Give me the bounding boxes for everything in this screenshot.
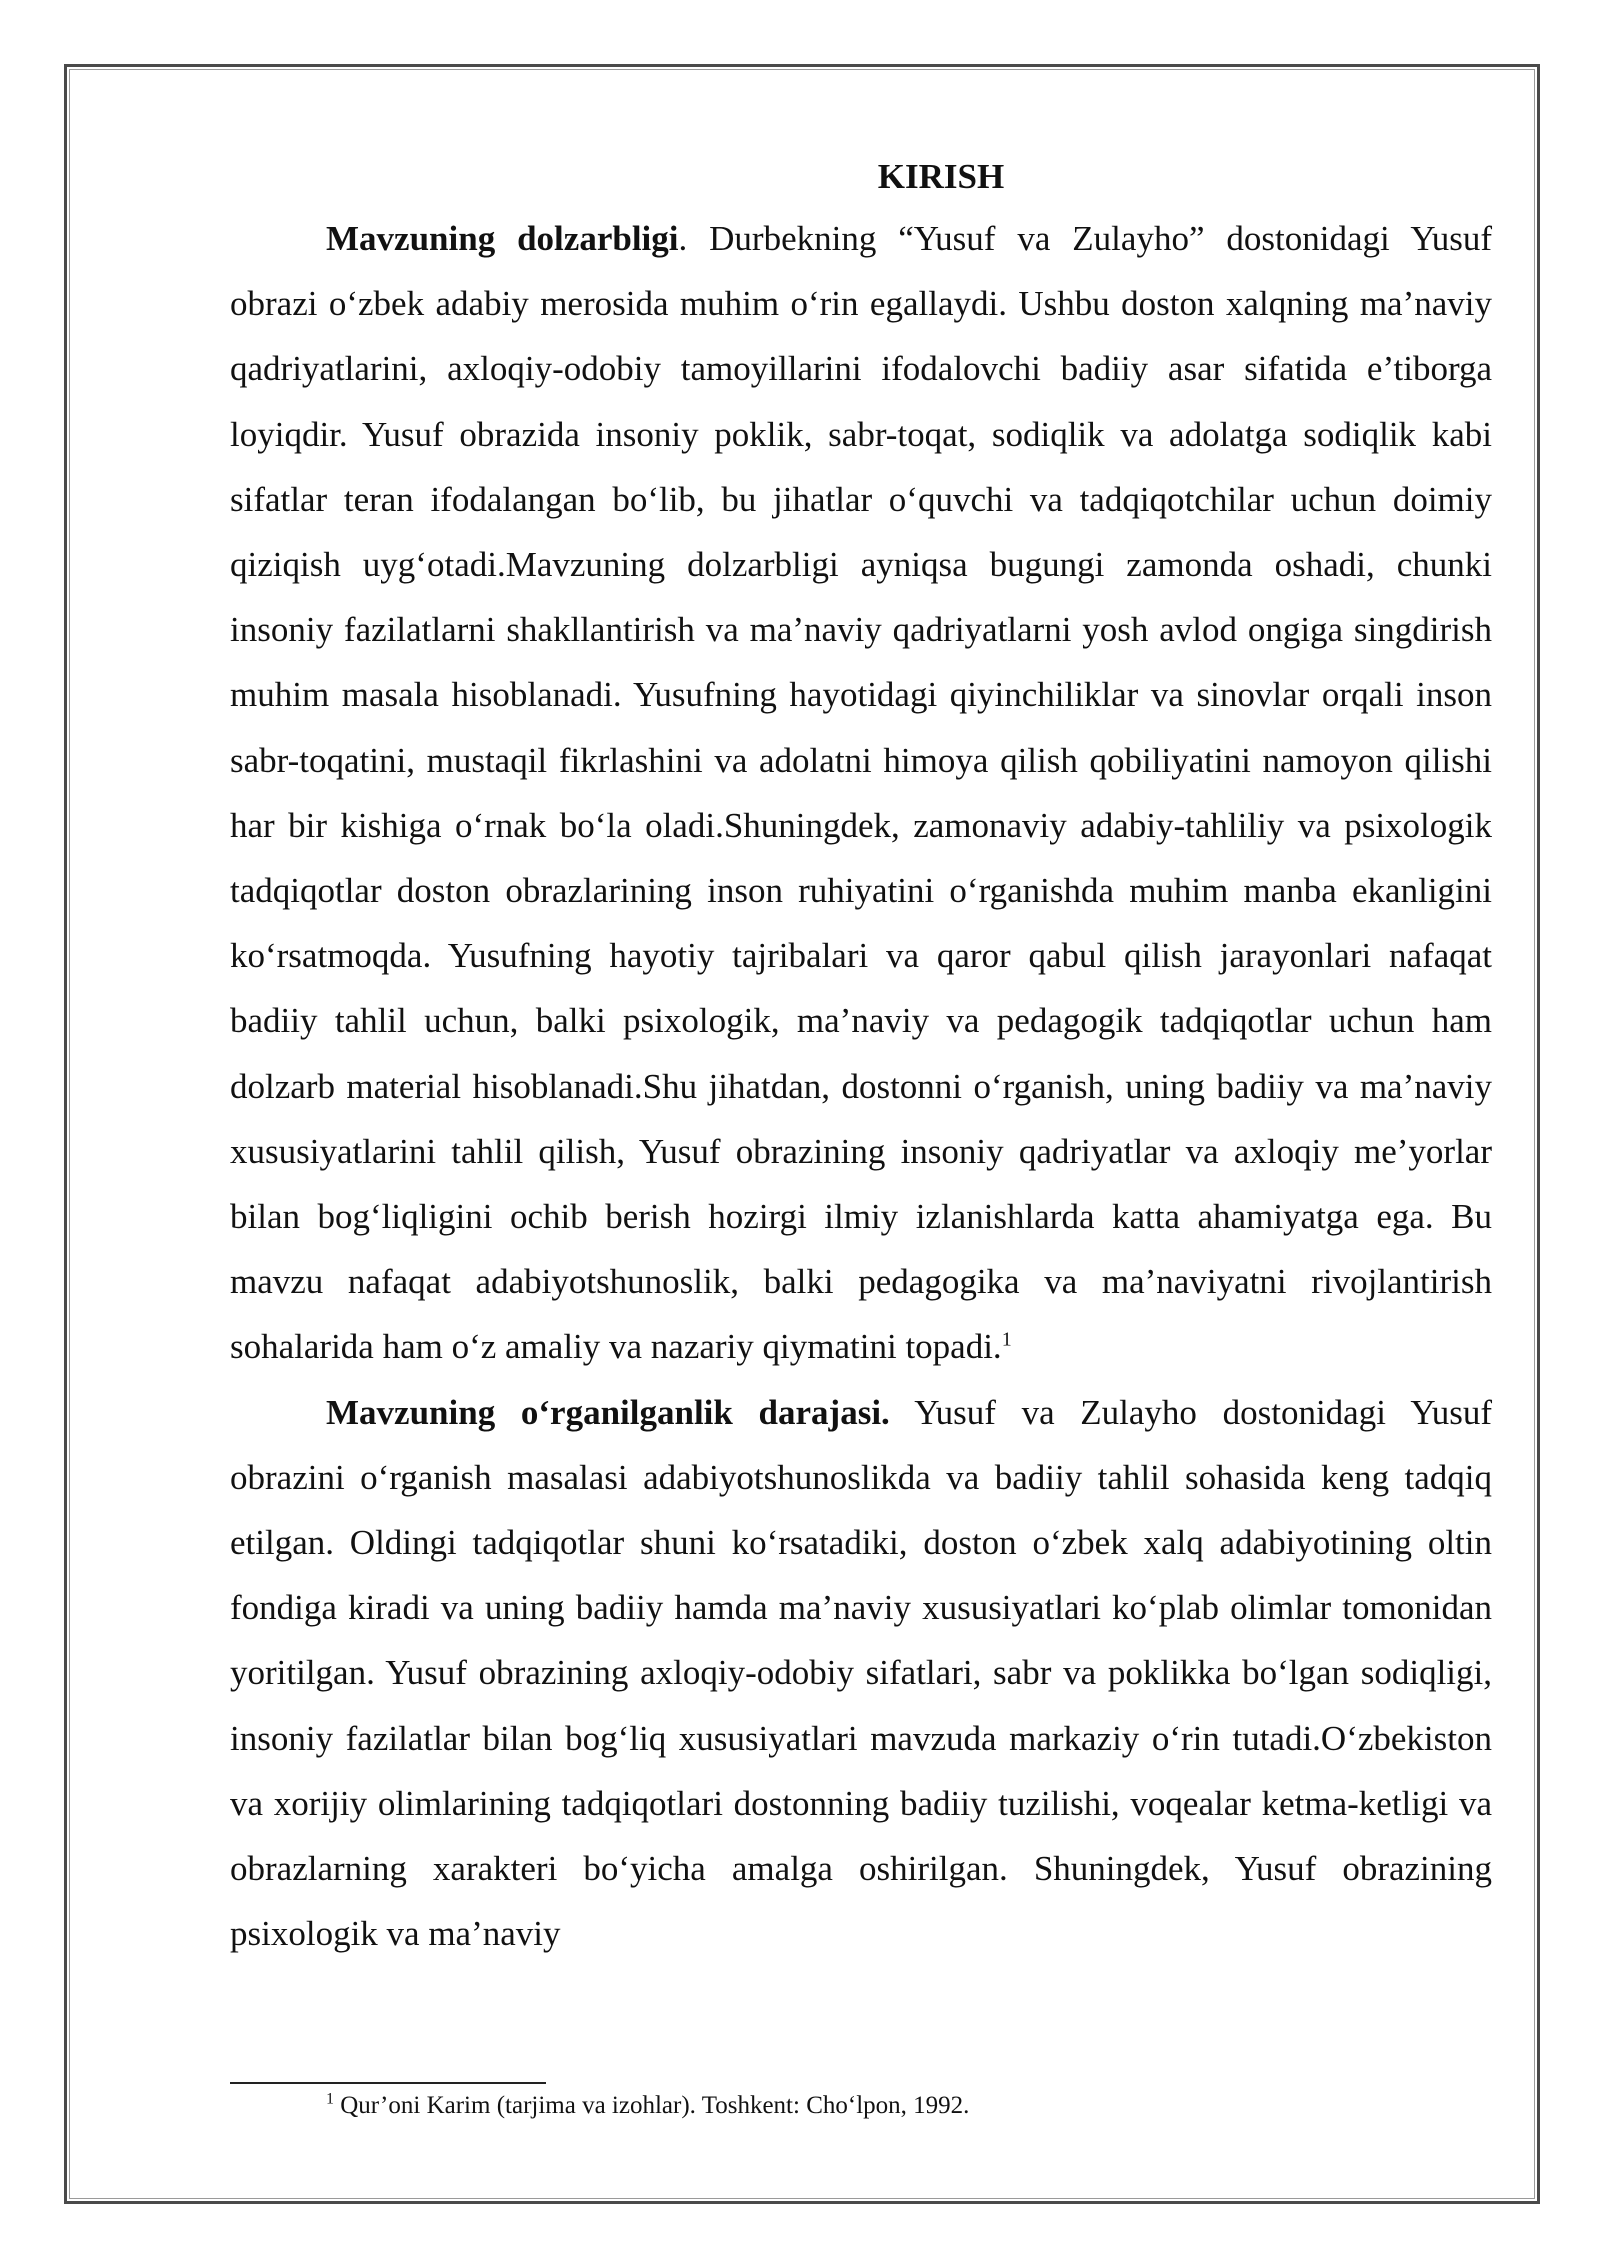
footnote-reference[interactable]: 1 — [1001, 1328, 1012, 1351]
paragraph-study-level — [230, 1380, 1492, 1967]
footnote — [326, 2088, 1492, 2124]
footnote-number: 1 — [326, 2090, 334, 2108]
document-body — [230, 148, 1492, 1966]
section-heading: KIRISH — [877, 157, 1005, 196]
paragraph-lead-study-level: Mavzuning o‘rganilganlik darajasi. — [326, 1392, 890, 1432]
paragraph-relevance — [230, 206, 1492, 1380]
paragraph-text-relevance: . Durbekning “Yusuf va Zulayho” dostonidagi Yusuf obrazi o‘zbek adabiy merosida muhim o‘rin egallaydi. Ushbu doston xalqning ma’naviy qadriyatlarini, axloqiy-odobiy tamoyillarini ifodalovchi badiiy asar sifatida e’tiborga loyiqdir. Yusuf obrazida insoniy poklik, sabr-toqat, sodiqlik va adolatga sodiqlik kabi sifatlar teran ifodalangan bo‘lib, bu jihatlar o‘quvchi va tadqiqotchilar uchun doimiy qiziqish uyg‘otadi.Mavzuning dolzarbligi ayniqsa bugungi zamonda oshadi, chunki insoniy fazilatlarni shakllantirish va ma’naviy qadriyatlarni yosh avlod ongiga singdirish muhim masala hisoblanadi. Yusufning hayotidagi qiyinchiliklar va sinovlar orqali inson sabr-toqatini, mustaqil fikrlashini va adolatni himoya qilish qobiliyatini namoyon qilishi har bir kishiga o‘rnak bo‘la oladi.Shuningdek, zamonaviy adabiy-tahliliy va psixologik tadqiqotlar doston obrazlarining inson ruhiyatini o‘rganishda muhim manba ekanligini ko‘rsatmoqda. Yusufning hayotiy tajribalari va qaror qabul qilish jarayonlari nafaqat badiiy tahlil uchun, balki psixologik, ma’naviy va pedagogik tadqiqotlar uchun ham dolzarb material hisoblanadi.Shu jihatdan, dostonni o‘rganish, uning badiiy va ma’naviy xususiyatlarini tahlil qilish, Yusuf obrazining insoniy qadriyatlar va axloqiy me’yorlar bilan bog‘liqligini ochib berish hozirgi ilmiy izlanishlarda katta ahamiyatga ega. Bu mavzu nafaqat adabiyotshunoslik, balki pedagogika va ma’naviyatni rivojlantirish sohalarida ham o‘z amaliy va nazariy qiymatini topadi. — [230, 219, 1492, 1367]
footnote-separator — [230, 2082, 546, 2084]
footnote-text: Qur’oni Karim (tarjima va izohlar). Toshkent: Cho‘lpon, 1992. — [334, 2092, 970, 2119]
paragraph-lead-relevance: Mavzuning dolzarbligi — [326, 219, 679, 258]
paragraph-text-study-level: Yusuf va Zulayho dostonidagi Yusuf obrazini o‘rganish masalasi adabiyotshunoslikda va badiiy tahlil sohasida keng tadqiq etilgan. Oldingi tadqiqotlar shuni ko‘rsatadiki, doston o‘zbek xalq adabiyotining oltin fondiga kiradi va uning badiiy hamda ma’naviy xususiyatlari ko‘plab olimlar tomonidan yoritilgan. Yusuf obrazining axloqiy-odobiy sifatlari, sabr va poklikka bo‘lgan sodiqligi, insoniy fazilatlar bilan bog‘liq xususiyatlari mavzuda markaziy o‘rin tutadi.O‘zbekiston va xorijiy olimlarining tadqiqotlari dostonning badiiy tuzilishi, voqealar ketma-ketligi va obrazlarning xarakteri bo‘yicha amalga oshirilgan. Shuningdek, Yusuf obrazining psixologik va ma’naviy — [230, 1392, 1493, 1954]
